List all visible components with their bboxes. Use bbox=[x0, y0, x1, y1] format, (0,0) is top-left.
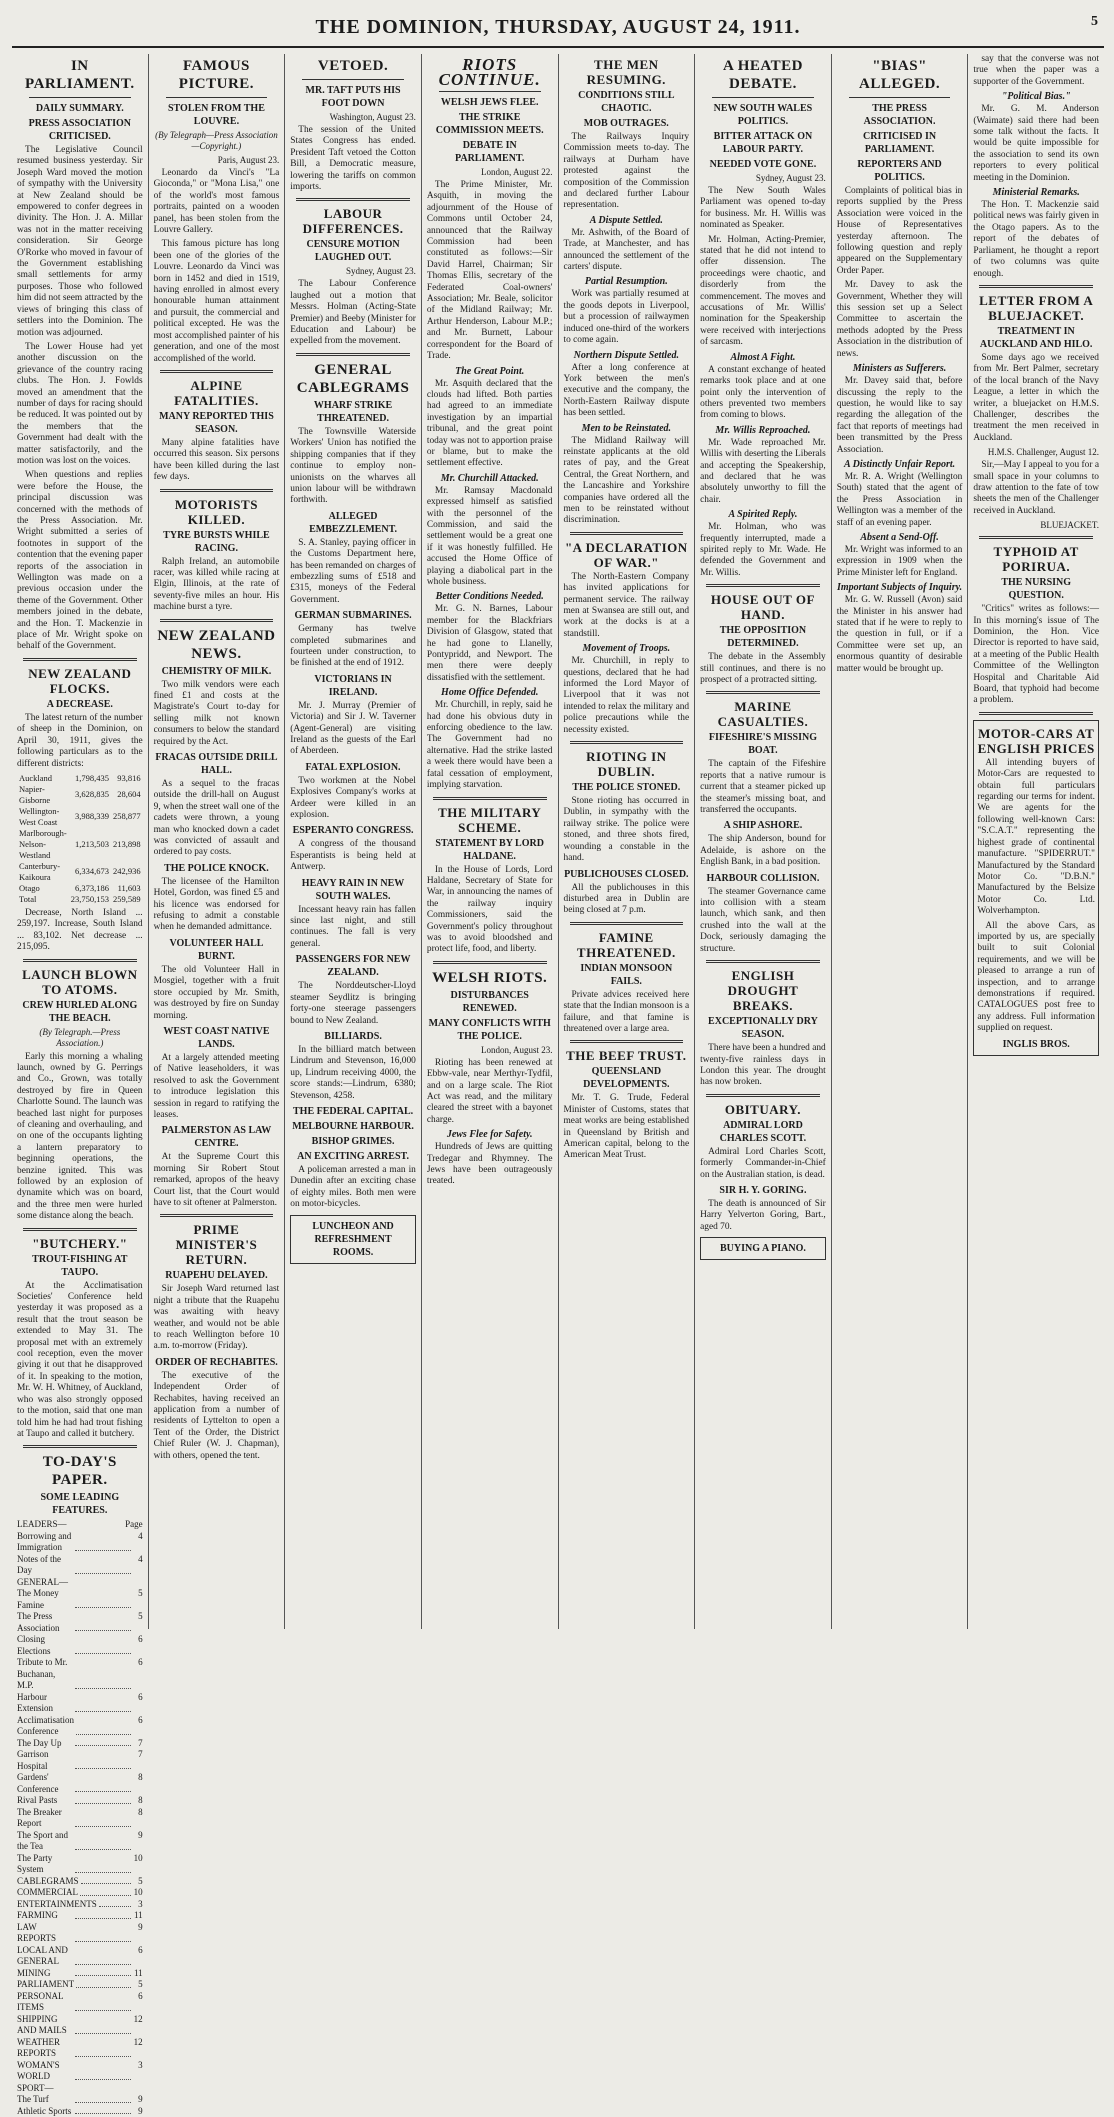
table-row: Marlborough-Nelson-Westland 1,213,503 213,898 bbox=[19, 827, 141, 860]
contents-item[interactable]: WEATHER REPORTS 12 bbox=[17, 2036, 143, 2059]
subhead: DISTURBANCES RENEWED. bbox=[450, 989, 529, 1014]
headline-motorists: MOTORISTS KILLED. bbox=[174, 496, 258, 527]
headline-in-parliament: IN PARLIAMENT. bbox=[25, 58, 135, 92]
headline-famous-picture: FAMOUS PICTURE. bbox=[178, 58, 255, 92]
contents-item[interactable]: SPORT— bbox=[17, 2082, 54, 2093]
table-row: Otago 6,373,186 11,603 bbox=[19, 882, 141, 893]
contents-item[interactable]: LOCAL AND GENERAL 6 bbox=[17, 1944, 143, 1967]
article-paragraph: This famous picture has long been one of the glories of the Louvre. Leonardo da Vinci was born in 1452 and died in 1519, having enrolled in almost every honourable human attainment and pursuit, the commercial and political excepted. He was the most accomplished painter of his generation, and one of the most accomplished of the world. bbox=[153, 239, 280, 364]
divider bbox=[433, 797, 547, 800]
article-paragraph: The Hon. T. Mackenzie said political news was fairly given in the Otago papers. As to the report of the debates of Parliament, he thought a report of two columns was quite enough. bbox=[973, 200, 1099, 279]
article-paragraph: Stone rioting has occurred in Dublin, in sympathy with the railway strike. The police were stoned, and three shots fired, wounding a constable in the hand. bbox=[563, 796, 690, 864]
headline-general-cablegrams: GENERAL CABLEGRAMS bbox=[296, 361, 410, 396]
page-number: 5 bbox=[1091, 14, 1098, 29]
subhead: THE POLICE STONED. bbox=[572, 782, 681, 794]
subhead: ORDER OF RECHABITES. bbox=[155, 1356, 278, 1368]
article-paragraph: At the Acclimatisation Societies' Conference held yesterday it was proposed as a result that the trout season be extended to May 31. The proposal met with an extremely cool reception, even the mover giving it out that he disapproved of it. In speaking to the motion, Mr. W. H. Whitney, of Auckland, who was also strongly opposed to the motion, said that one man told him he had had trout fishing at Taupo and called it butchery. bbox=[17, 1280, 143, 1439]
divider bbox=[302, 79, 404, 80]
subhead: THE PRESS ASSOCIATION. bbox=[863, 103, 936, 127]
article-paragraph: Hundreds of Jews are quitting Tredegar and Rhymney. The Jews have been outrageously treated. bbox=[426, 1142, 553, 1187]
article-paragraph: Two workmen at the Nobel Explosives Company's works at Ardeer were killed in an explosion. bbox=[290, 775, 416, 821]
crosshead: Jews Flee for Safety. bbox=[446, 1129, 533, 1141]
subhead: CONDITIONS STILL CHAOTIC. bbox=[578, 90, 675, 114]
crosshead: Movement of Troops. bbox=[582, 643, 671, 655]
divider bbox=[570, 922, 684, 925]
crosshead: Mr. Willis Reproached. bbox=[715, 424, 811, 436]
headline-alpine: ALPINE FATALITIES. bbox=[174, 377, 259, 408]
divider bbox=[29, 97, 131, 98]
divider bbox=[160, 1214, 274, 1217]
headline-military: THE MILITARY SCHEME. bbox=[438, 804, 542, 835]
article-paragraph: A congress of the thousand Esperantists is being held at Antwerp. bbox=[290, 839, 416, 873]
divider bbox=[296, 353, 410, 356]
contents-item[interactable]: The Money Famine 5 bbox=[17, 1588, 143, 1610]
headline-prime-minister: PRIME MINISTER'S RETURN. bbox=[175, 1222, 258, 1268]
subhead: GERMAN SUBMARINES. bbox=[294, 610, 412, 622]
contents-item[interactable]: LEADERS— Page bbox=[17, 1519, 143, 1530]
article-paragraph: Mr. Davey said that, before discussing the reply to the question, he would like to say regarding the allegation of the fact that reports of meetings had been transmitted by the Press Association. bbox=[836, 376, 963, 455]
article-paragraph: The old Volunteer Hall in Mosgiel, together with a fruit store occupied by Mr. Smith, was destroyed by fire on Sunday morning. bbox=[153, 964, 280, 1021]
divider bbox=[23, 1445, 137, 1448]
headline-typhoid: TYPHOID AT PORIRUA. bbox=[993, 544, 1079, 575]
article-paragraph: The Labour Conference laughed out a motion that Messrs. Holman (Acting-State Premier) and Beeby (Minister for Education and Labour) be expelled from the movement. bbox=[290, 279, 416, 347]
column-7 bbox=[832, 54, 969, 1629]
headline-riots-continue: RIOTS CONTINUE. bbox=[438, 55, 541, 89]
column-8 bbox=[968, 54, 1104, 1629]
article-paragraph: A policeman arrested a man in Dunedin after an exciting chase of eighty miles. Both men were on motor-bicycles. bbox=[290, 1164, 416, 1210]
dateline: H.M.S. Challenger, August 12. bbox=[987, 447, 1099, 458]
subhead: CRITICISED IN PARLIAMENT. bbox=[863, 131, 937, 155]
article-paragraph: Mr. Ashwith, of the Board of Trade, at Manchester, and has announced the settlement of the carters' dispute. bbox=[563, 227, 690, 273]
contents-item[interactable]: CABLEGRAMS 5 bbox=[17, 1875, 143, 1886]
dateline: London, August 22. bbox=[480, 167, 553, 177]
subhead: DAILY SUMMARY. bbox=[35, 103, 124, 114]
divider bbox=[439, 91, 541, 92]
dateline: London, August 23. bbox=[480, 1044, 553, 1055]
article-paragraph: The North-Eastern Company has invited applications for permanent service. The railway men at Swansea are still out, and work at the docks is at a standstill. bbox=[563, 571, 690, 639]
divider bbox=[979, 536, 1093, 539]
subhead: QUEENSLAND DEVELOPMENTS. bbox=[583, 1066, 670, 1091]
column-5 bbox=[559, 54, 696, 1629]
article-paragraph: The Railways Inquiry Commission meets to-day. The railways at Durham have protested against the composition of the Commission and declared further Labour representation. bbox=[563, 132, 690, 211]
subhead: REPORTERS AND POLITICS. bbox=[857, 159, 942, 183]
article-paragraph: In the billiard match between Lindrum and Stevenson, 16,000 up, Lindrum receiving 4000, the score stands:—Lindrum, 6380; Stevenson, 4258. bbox=[290, 1044, 416, 1101]
headline-welsh-riots: WELSH RIOTS. bbox=[432, 969, 548, 986]
headline-launch-blown: LAUNCH BLOWN TO ATOMS. bbox=[22, 966, 138, 997]
divider bbox=[706, 691, 820, 694]
article-paragraph: At a largely attended meeting of Native leaseholders, it was resolved to ask the Government to introduce legislation this session in regard to ratifying the leases. bbox=[153, 1052, 280, 1120]
article-paragraph: The debate in the Assembly still continues, and there is no prospect of a protracted sitting. bbox=[700, 652, 826, 685]
article-paragraph: Work was partially resumed at the goods depots in Liverpool, but a procession of railwaymen induced one-third of the workers to come again. bbox=[563, 289, 690, 346]
divider bbox=[23, 658, 137, 661]
article-paragraph: The ship Anderson, bound for Adelaide, is ashore on the English Bank, in a bad position. bbox=[700, 834, 826, 868]
subhead: MANY CONFLICTS WITH THE POLICE. bbox=[428, 1017, 551, 1042]
article-paragraph: A constant exchange of heated remarks took place and at one point only the intervention of others prevented two members from coming to blows. bbox=[700, 364, 826, 421]
subhead: THE STRIKE COMMISSION MEETS. bbox=[435, 112, 544, 136]
contents-item[interactable]: MINING 11 bbox=[17, 1967, 143, 1978]
crosshead: Important Subjects of Inquiry. bbox=[836, 582, 963, 594]
headline-butchery: "BUTCHERY." bbox=[32, 1235, 128, 1251]
subhead: PALMERSTON AS LAW CENTRE. bbox=[161, 1125, 272, 1150]
divider bbox=[712, 97, 814, 98]
article-paragraph: The death is announced of Sir Harry Yelverton Goring, Bart., aged 70. bbox=[700, 1198, 826, 1232]
byline: (By Telegraph.—Press Association.) bbox=[39, 1026, 121, 1048]
headline-bias-alleged: "BIAS" ALLEGED. bbox=[859, 58, 941, 92]
divider bbox=[706, 960, 820, 963]
headline-heated-debate: A HEATED DEBATE. bbox=[722, 58, 803, 92]
column-2 bbox=[149, 54, 286, 1629]
article-paragraph: Mr. G. W. Russell (Avon) said the Minister in his answer had stated that if he were to reply to the question in full, or if a Committee were set up, an enormous quantity of desirable matter would be brought up. bbox=[836, 595, 963, 674]
headline-men-resuming: THE MEN RESUMING. bbox=[586, 57, 666, 87]
article-paragraph: The Norddeutscher-Lloyd steamer Seydlitz is bringing forty-one steerage passengers bound to New Zealand. bbox=[290, 981, 416, 1026]
article-paragraph: The New South Wales Parliament was opened to-day for business. Mr. H. Willis was nominated as Speaker. bbox=[700, 186, 826, 231]
article-paragraph: All the publichouses in this disturbed area in Dublin are being closed at 7 p.m. bbox=[563, 882, 690, 916]
article-paragraph: Mr. R. A. Wright (Wellington South) stated that the agent of the Press Association in Wellington was a member of the staff of an evening paper. bbox=[836, 471, 963, 528]
dateline: Washington, August 23. bbox=[329, 112, 416, 122]
subhead: FIFESHIRE'S MISSING BOAT. bbox=[708, 732, 817, 757]
subhead: VICTORIANS IN IRELAND. bbox=[314, 673, 392, 698]
headline-todays-paper: TO-DAY'S PAPER. bbox=[42, 1454, 117, 1489]
subhead: FATAL EXPLOSION. bbox=[305, 761, 401, 773]
columns bbox=[12, 54, 1104, 2116]
article-paragraph: At the Supreme Court this morning Sir Robert Stout remarked, apropos of the heavy Court list, that the Court would have to sit oftener at Palmerston. bbox=[153, 1152, 280, 1208]
article-paragraph: Some days ago we received from Mr. Bert Palmer, secretary of the local branch of the Navy League, a letter in which the writer, a bluejacket on H.M.S. Challenger, describes the treatment the men received in Auckland. bbox=[973, 352, 1099, 443]
ad-heading: LUNCHEON AND REFRESHMENT ROOMS. bbox=[312, 1220, 394, 1258]
table-row: Auckland 1,798,435 93,816 bbox=[19, 772, 141, 783]
table-row: Total 23,750,153 259,589 bbox=[19, 893, 141, 904]
contents-item[interactable]: LAW REPORTS 9 bbox=[17, 1921, 143, 1944]
crosshead: Partial Resumption. bbox=[584, 276, 668, 288]
crosshead: A Distinctly Unfair Report. bbox=[844, 458, 956, 470]
article-paragraph: Early this morning a whaling launch, owned by G. Perrings and Co., Grown, was totally destroyed by fire in Queen Charlotte Sound. The launch was beached last night for purposes of cleaning and overhauling, and on one of the occupants lighting a lantern preparatory to beginning operations, the benzine ignited. This was followed by an explosion of dynamite which was on board, and the three men were hurled some distance along the beach. bbox=[17, 1051, 143, 1222]
sheep-stats-table bbox=[17, 773, 143, 905]
subhead: BISHOP GRIMES. bbox=[311, 1135, 395, 1147]
advertisement bbox=[700, 1237, 826, 1260]
article-paragraph: Mr. Davey to ask the Government, Whether they will this session set up a Select Committee to ascertain the methods adopted by the Press Association in the distribution of news. bbox=[836, 280, 963, 359]
headline-famine: FAMINE THREATENED. bbox=[576, 929, 676, 960]
article-paragraph: Mr. G. M. Anderson (Waimate) said there had been some talk without the facts. It would be quite impossible for the association to send its own reporters to every political meeting in the Dominion. bbox=[973, 104, 1099, 183]
subhead: AN EXCITING ARREST. bbox=[297, 1150, 409, 1162]
divider bbox=[570, 741, 684, 744]
subhead: CHEMISTRY OF MILK. bbox=[161, 665, 272, 677]
crosshead: Northern Dispute Settled. bbox=[573, 349, 679, 361]
subhead: RUAPEHU DELAYED. bbox=[165, 1270, 268, 1282]
divider bbox=[979, 285, 1093, 288]
headline-labour: LABOUR DIFFERENCES. bbox=[302, 206, 404, 237]
article-paragraph: The latest return of the number of sheep in the Dominion, on April 30, 1911, gives the following particulars as to the different districts: bbox=[17, 712, 143, 769]
subhead: TROUT-FISHING AT TAUPO. bbox=[32, 1253, 128, 1278]
subhead: CREW HURLED ALONG THE BEACH. bbox=[22, 999, 138, 1024]
divider bbox=[23, 1228, 137, 1231]
contents-item[interactable]: Tribute to Mr. Buchanan, M.P. 6 bbox=[17, 1657, 143, 1691]
article-paragraph: Mr. J. Murray (Premier of Victoria) and Sir J. W. Taverner (Agent-General) are visiting Ireland as the guests of the Earl of Aberdeen. bbox=[290, 700, 416, 757]
table-row: Napier-Gisborne 3,628,835 28,604 bbox=[19, 783, 141, 805]
column-1 bbox=[12, 54, 149, 2116]
divider bbox=[433, 961, 547, 964]
article-paragraph: The session of the United States Congress has ended. President Taft vetoed the Cotton Bill, a Democratic measure, lowering the tariffs on common imports. bbox=[290, 125, 416, 193]
divider bbox=[160, 370, 274, 373]
article-paragraph: Mr. Holman, Acting-Premier, stated that he did not intend to offer dissension. The proceedings were chaotic, and disorderly from the commencement. The moves and accusations of Mr. Willis' nomination for the Speakership were received with interjections of sarcasm. bbox=[700, 234, 826, 348]
headline-nz-news: NEW ZEALAND NEWS. bbox=[157, 627, 276, 662]
crosshead: Mr. Churchill Attacked. bbox=[440, 472, 539, 484]
contents-item[interactable]: Notes of the Day 4 bbox=[17, 1553, 143, 1576]
subhead: MR. TAFT PUTS HIS FOOT DOWN bbox=[305, 85, 401, 109]
article-paragraph: The Legislative Council resumed business yesterday. Sir Joseph Ward moved the motion of sympathy with the University at New Zealand should be empowered to confer degrees in divinity. The Hon. J. A. Millar was not in the matter receiving consideration. Sir George O'Rorke who moved in favour of the Government establishing small settlements for army purposes. Those who followed him did not seem attracted by the views of bringing this class of settlers into the Dominion. The motion was adjourned. bbox=[17, 145, 143, 338]
ad-paragraph: All intending buyers of Motor-Cars are requested to obtain full particulars regarding our terms for indent. We are agents for the following well-known Cars: "S.C.A.T." representing the highest grade of continental manufacture. "SPIDERRUT." Manufactured by the Standard Motor Co. "D.B.N." Manufactured by the Belsize Motor Co. Ltd. Wolverhampton. bbox=[977, 757, 1095, 917]
contents-item[interactable]: The Turf 9 bbox=[17, 2094, 143, 2105]
article-paragraph: Mr. Churchill, in reply, said he had done his obvious duty in enforcing obedience to the law. The Government had no alternative. Had the strike lasted a week there would have been a fatal cessation of employment, implying starvation. bbox=[426, 700, 553, 791]
article-paragraph: Two milk vendors were each fined £1 and costs at the Magistrate's Court to-day for selling milk not known consumers to below the standard required by the Act. bbox=[153, 679, 280, 747]
subhead: THE POLICE KNOCK. bbox=[164, 862, 269, 874]
contents-item[interactable]: Garrison Hospital 7 bbox=[17, 1749, 143, 1771]
subhead: PRESS ASSOCIATION CRITICISED. bbox=[28, 118, 131, 142]
article-paragraph: Mr. Churchill, in reply to questions, declared that he had informed the Lord Mayor of Liverpool that it was not intended to relax the military and police precautions while the necessity existed. bbox=[563, 656, 690, 735]
divider bbox=[296, 198, 410, 201]
subhead: INDIAN MONSOON FAILS. bbox=[580, 962, 673, 987]
dateline: Sydney, August 23. bbox=[345, 266, 416, 277]
subhead: ALLEGED EMBEZZLEMENT. bbox=[309, 510, 397, 535]
headline-nz-flocks: NEW ZEALAND FLOCKS. bbox=[28, 665, 132, 696]
crosshead: A Dispute Settled. bbox=[589, 214, 663, 226]
article-paragraph: Mr. Asquith declared that the clouds had lifted. Both parties had agreed to an immediate investigation by an impartial tribunal, and the great point today was not to apportion praise or blame, but to make the settlement effective. bbox=[426, 378, 553, 469]
article-paragraph: Mr. Wright was informed to an expression in 1909 when the Prime Minister left for England. bbox=[836, 544, 963, 578]
article-paragraph: Leonardo da Vinci's "La Gioconda," or "Mona Lisa," one of the world's most famous portraits, painted on a wooden panel, has been stolen from the Louvre Gallery. bbox=[153, 168, 280, 236]
crosshead: Absent a Send-Off. bbox=[860, 531, 939, 543]
table-row: Wellington-West Coast 3,988,339 258,877 bbox=[19, 805, 141, 827]
crosshead: "Political Bias." bbox=[1001, 91, 1071, 103]
subhead: HEAVY RAIN IN NEW SOUTH WALES. bbox=[301, 877, 405, 902]
subhead: MANY REPORTED THIS SEASON. bbox=[159, 410, 274, 435]
byline: (By Telegraph—Press Association—Copyright.) bbox=[155, 130, 278, 151]
article-paragraph: The Prime Minister, Mr. Asquith, in moving the adjournment of the House of Commons until October 24, announced that the Railway Commission had been constituted as follows:—Sir David Harrel, Chairman; Sir Thomas Ellis, secretary of the Federated Coal-owners' Association; Mr. Beale, solicitor of the Midland Railway; Mr. Arthur Henderson, Labour M.P.; and Mr. Burnett, Labour correspondent for the Board of Trade. bbox=[426, 180, 553, 362]
headline-marine: MARINE CASUALTIES. bbox=[717, 699, 809, 730]
article-paragraph: There have been a hundred and twenty-five rainless days in London this year. The drought has now broken. bbox=[700, 1043, 826, 1088]
contents-list bbox=[17, 1519, 143, 2117]
newspaper-title: THE DOMINION, THURSDAY, AUGUST 24, 1911. bbox=[315, 16, 801, 38]
contents-item[interactable]: Harbour Extension 6 bbox=[17, 1691, 143, 1714]
contents-item[interactable]: FARMING 11 bbox=[17, 1910, 143, 1921]
subhead: SIR H. Y. GORING. bbox=[719, 1184, 807, 1196]
contents-item[interactable]: The Party System 10 bbox=[17, 1852, 143, 1875]
article-paragraph: Incessant heavy rain has fallen since last night, and still continues. The fall is very general. bbox=[290, 904, 416, 949]
divider bbox=[570, 532, 684, 535]
divider bbox=[979, 712, 1093, 715]
table-row: Canterbury-Kaikoura 6,334,673 242,936 bbox=[19, 860, 141, 882]
article-paragraph: Mr. Ramsay Macdonald expressed himself as satisfied with the personnel of the Commission, and said the settlement would be a great one if it was honestly fulfilled. He accused the Home Office of playing a diabolical part in the whole business. bbox=[426, 485, 553, 587]
crosshead: Better Conditions Needed. bbox=[435, 591, 544, 603]
subhead: CENSURE MOTION LAUGHED OUT. bbox=[306, 239, 400, 264]
article-paragraph: Admiral Lord Charles Scott, formerly Commander-in-Chief on the Australian station, is dead. bbox=[700, 1146, 826, 1180]
headline-bluejacket: LETTER FROM A BLUEJACKET. bbox=[979, 292, 1094, 323]
subhead: THE OPPOSITION DETERMINED. bbox=[719, 625, 807, 650]
contents-item[interactable]: GENERAL— bbox=[17, 1576, 68, 1587]
subhead: BILLIARDS. bbox=[324, 1030, 382, 1042]
subhead: BITTER ATTACK ON LABOUR PARTY. bbox=[713, 131, 813, 155]
column-4 bbox=[422, 54, 559, 1629]
crosshead: Home Office Defended. bbox=[441, 687, 539, 699]
contents-item[interactable]: The Sport and the Tea 9 bbox=[17, 1829, 143, 1852]
subhead: FRACAS OUTSIDE DRILL HALL. bbox=[155, 752, 278, 776]
subhead: SOME LEADING FEATURES. bbox=[40, 1492, 120, 1517]
subhead: MOB OUTRAGES. bbox=[583, 118, 669, 129]
dateline: Paris, August 23. bbox=[217, 155, 280, 165]
headline-house-out-of-hand: HOUSE OUT OF HAND. bbox=[710, 592, 815, 623]
divider bbox=[570, 1040, 684, 1043]
crosshead: A Spirited Reply. bbox=[728, 509, 798, 521]
subhead: MELBOURNE HARBOUR. bbox=[292, 1120, 414, 1132]
headline-beef-trust: THE BEEF TRUST. bbox=[566, 1048, 687, 1064]
contents-item[interactable]: Rival Pasts 8 bbox=[17, 1795, 143, 1806]
divider bbox=[160, 489, 274, 492]
article-paragraph: The captain of the Fifeshire reports that a native rumour is current that a steamer picked up the steamer's missing boat, and transferred the occupants. bbox=[700, 759, 826, 816]
article-paragraph: When questions and replies were before the House, the principal discussion was concerned with the methods of the Press Association. Mr. Wright submitted a series of footnotes in support of the contention that the evening paper reports of the association in Wellington was made on a previous occasion under the theme of the Government. Other members joined in the debate, and the Hon. T. Mackenzie in place of Mr. Wright spoke on behalf of the Government. bbox=[17, 470, 143, 652]
subhead: STATEMENT BY LORD HALDANE. bbox=[435, 837, 544, 862]
ad-heading: BUYING A PIANO. bbox=[720, 1243, 806, 1255]
headline-dublin: RIOTING IN DUBLIN. bbox=[586, 749, 667, 780]
article-paragraph: S. A. Stanley, paying officer in the Customs Department here, has been remanded on charges of embezzling sums of £518 and £315, moneys of the Federal Government. bbox=[290, 537, 416, 605]
divider bbox=[706, 584, 820, 587]
article-paragraph: In the House of Lords, Lord Haldane, Secretary of State for War, in announcing the names of the railway inquiry Commissioners, said the Government's policy throughout was to avoid bloodshed and protect life, food, and liberty. bbox=[426, 864, 553, 955]
contents-item[interactable]: PERSONAL ITEMS 6 bbox=[17, 1990, 143, 2013]
column-3 bbox=[285, 54, 422, 1629]
subhead: A DECREASE. bbox=[46, 698, 113, 710]
article-paragraph: Private advices received here state that the Indian monsoon is a failure, and that famine is threatened over a large area. bbox=[563, 989, 690, 1034]
crosshead: Ministerial Remarks. bbox=[992, 187, 1080, 199]
contents-item[interactable]: The Breaker Report 8 bbox=[17, 1806, 143, 1829]
contents-item[interactable]: The Press Association 5 bbox=[17, 1611, 143, 1633]
column-6 bbox=[695, 54, 832, 1629]
subhead: THE FEDERAL CAPITAL. bbox=[293, 1105, 414, 1117]
article-paragraph: The licensee of the Hamilton Hotel, Gordon, was fined £5 and his licence was endorsed for refusing to admit a constable when he demanded admittance. bbox=[153, 876, 280, 933]
subhead: PUBLICHOUSES CLOSED. bbox=[564, 868, 689, 880]
article-paragraph: The executive of the Independent Order of Rechabites, having received an application from a number of residents of Lyttelton to open a Tent of the Order, the District Chief Ruler (W. J. Chapman), with others, opened the tent. bbox=[153, 1370, 280, 1461]
crosshead: Almost A Fight. bbox=[730, 351, 796, 363]
subhead: TYRE BURSTS WHILE RACING. bbox=[163, 529, 270, 554]
advertisement-motor-cars bbox=[973, 720, 1099, 1056]
dateline: Sydney, August 23. bbox=[755, 173, 826, 183]
article-paragraph: Rioting has been renewed at Ebbw-vale, near Merthyr-Tydfil, and on a large scale. The Riot Act was read, and the military cleared the street with a bayonet charge. bbox=[426, 1057, 553, 1125]
article-paragraph: Sir,—May I appeal to you for a small space in your columns to draw attention to the fate of tow sheets the men of the Challenger received in Auckland. bbox=[973, 460, 1099, 516]
subhead: VOLUNTEER HALL BURNT. bbox=[169, 937, 264, 962]
subhead: A SHIP ASHORE. bbox=[723, 820, 803, 832]
divider bbox=[160, 619, 274, 622]
subhead: EXCEPTIONALLY DRY SEASON. bbox=[708, 1016, 818, 1041]
article-paragraph: Complaints of political bias in reports supplied by the Press Association were voiced in the House of Representatives yesterday afternoon. The following question and reply appeared on the Supplementary Order Paper. bbox=[836, 186, 963, 276]
crosshead: Ministers as Sufferers. bbox=[852, 363, 947, 375]
contents-item[interactable]: ENTERTAINMENTS 3 bbox=[17, 1898, 143, 1909]
article-paragraph: Mr. T. G. Trude, Federal Minister of Customs, states that meat works are being established in Queensland by British and American capital, belong to the American Meat Trust. bbox=[563, 1093, 690, 1161]
article-paragraph: Germany has twelve completed submarines and fourteen under construction, to be finished at the end of 1912. bbox=[290, 624, 416, 669]
article-paragraph: The Townsville Waterside Workers' Union has notified the shipping companies that if they continue to employ non-unionists on the wharves all union labour will be withdrawn forthwith. bbox=[290, 426, 416, 506]
headline-vetoed: VETOED. bbox=[317, 58, 389, 74]
article-paragraph: The Lower House had yet another discussion on the grievance of the country racing clubs. The Hon. J. Fowlds moved an amendment that the number of days for racing should be reduced. It was pointed out by the members that the Government had dealt with the matter satisfactorily, and the motion was lost on the voices. bbox=[17, 341, 143, 466]
article-paragraph: Decrease, North Island ... 259,197. Increase, South Island ... 83,102. Net decrease ... 215,095. bbox=[17, 907, 143, 953]
headline-drought: ENGLISH DROUGHT BREAKS. bbox=[727, 968, 799, 1014]
contents-item[interactable]: WOMAN'S WORLD 3 bbox=[17, 2059, 143, 2082]
subhead: NEW SOUTH WALES POLITICS. bbox=[713, 103, 813, 127]
article-paragraph: Many alpine fatalities have occurred this season. Six persons have been killed during the last few days. bbox=[153, 437, 280, 483]
divider bbox=[23, 959, 137, 962]
article-paragraph: say that the converse was not true when the paper was a supporter of the Government. bbox=[973, 54, 1099, 87]
divider bbox=[706, 1094, 820, 1097]
ad-signature: INGLIS BROS. bbox=[1002, 1038, 1070, 1050]
masthead bbox=[12, 8, 1104, 48]
article-paragraph: Mr. G. N. Barnes, Labour member for the Blackfriars Division of Glasgow, stated that he had gone to Llanelly, Pontypridd, and Newport. The men there were deeply dissatisfied with the settlement. bbox=[426, 604, 553, 683]
divider bbox=[849, 97, 951, 98]
subhead: PASSENGERS FOR NEW ZEALAND. bbox=[295, 954, 411, 979]
subhead: WEST COAST NATIVE LANDS. bbox=[163, 1025, 270, 1050]
contents-item[interactable]: PARLIAMENT 5 bbox=[17, 1979, 143, 1990]
contents-item[interactable]: Borrowing and Immigration 4 bbox=[17, 1530, 143, 1553]
article-paragraph: "Critics" writes as follows:—In this morning's issue of The Dominion, the Hon. Vice Director is reported to have said, at a meeting of the Public Health Committee of the Wellington Hospital and Charitable Aid Board, that typhoid had become a problem. bbox=[973, 604, 1099, 706]
subhead: ESPERANTO CONGRESS. bbox=[292, 825, 414, 837]
article-paragraph: After a long conference at York between the men's executive and the company, the North-Eastern Railway dispute has been settled. bbox=[563, 362, 690, 419]
subhead: ADMIRAL LORD CHARLES SCOTT. bbox=[719, 1119, 807, 1144]
signature: BLUEJACKET. bbox=[1040, 520, 1099, 531]
subhead: WELSH JEWS FLEE. bbox=[440, 97, 539, 108]
subhead: STOLEN FROM THE LOUVRE. bbox=[168, 103, 265, 127]
subhead: TREATMENT IN AUCKLAND AND HILO. bbox=[979, 325, 1093, 350]
article-paragraph: Ralph Ireland, an automobile racer, was killed while racing at Elgin, Illinois, at the rate of seventy-five miles an hour. His machine burst a tyre. bbox=[153, 556, 280, 613]
contents-item[interactable]: Athletic Sports 9 bbox=[17, 2105, 143, 2116]
article-paragraph: The Midland Railway will reinstate applicants at the old rates of pay, and the Great Central, the Great Northern, and the Lancashire and Yorkshire companies have ordered all the men to be reinstated without discrimination. bbox=[563, 435, 690, 526]
ad-heading: MOTOR-CARS AT ENGLISH PRICES bbox=[977, 725, 1095, 756]
article-paragraph: Mr. Wade reproached Mr. Willis with deserting the Liberals and accepting the Speakership, and declared that he was absolutely unworthy to fill the chair. bbox=[700, 437, 826, 505]
headline-declaration: "A DECLARATION OF WAR." bbox=[564, 539, 688, 570]
subhead: THE NURSING QUESTION. bbox=[1001, 577, 1072, 602]
subhead: DEBATE IN PARLIAMENT. bbox=[455, 140, 525, 164]
contents-item[interactable]: SHIPPING AND MAILS 12 bbox=[17, 2013, 143, 2036]
crosshead: Men to be Reinstated. bbox=[581, 422, 672, 434]
article-paragraph: The steamer Governance came into collision with a steam launch, which sank, and then crushed into the wall at the Dock, seriously damaging the structure. bbox=[700, 886, 826, 954]
contents-item[interactable]: The Day Up 7 bbox=[17, 1737, 143, 1748]
contents-item[interactable]: COMMERCIAL 10 bbox=[17, 1887, 143, 1898]
ad-paragraph: All the above Cars, as imported by us, are specially built to suit Colonial requirements, and we will be pleased to arrange a run of inspection, and to arrange demonstrations if required. CATALOGUES post free to any address. Full information supplied on request. bbox=[977, 920, 1095, 1034]
crosshead: The Great Point. bbox=[455, 365, 525, 377]
subhead: HARBOUR COLLISION. bbox=[706, 872, 820, 884]
contents-item[interactable]: Gardens' Conference 8 bbox=[17, 1772, 143, 1794]
article-paragraph: Sir Joseph Ward returned last night a tribute that the Ruapehu was awaiting with heavy weather, and would not be able to reach Wellington before 10 a.m. to-morrow (Friday). bbox=[153, 1284, 280, 1352]
headline-obituary: OBITUARY. bbox=[724, 1101, 802, 1117]
contents-item[interactable]: Closing Elections 6 bbox=[17, 1634, 143, 1656]
article-paragraph: As a sequel to the fracas outside the drill-hall on August 9, when the street wall one of the cadets were thrown, a young man who knocked down a cadet was convicted of assault and ordered to pay costs. bbox=[153, 779, 280, 858]
advertisement bbox=[290, 1215, 416, 1264]
subhead: NEEDED VOTE GONE. bbox=[709, 159, 817, 170]
article-paragraph: Mr. Holman, who was frequently interrupted, made a spirited reply to Mr. Wade. He defended the Government and Mr. Willis. bbox=[700, 522, 826, 578]
subhead: WHARF STRIKE THREATENED. bbox=[313, 399, 393, 424]
divider bbox=[166, 97, 268, 98]
contents-item[interactable]: Acclimatisation Conference 6 bbox=[17, 1714, 143, 1737]
